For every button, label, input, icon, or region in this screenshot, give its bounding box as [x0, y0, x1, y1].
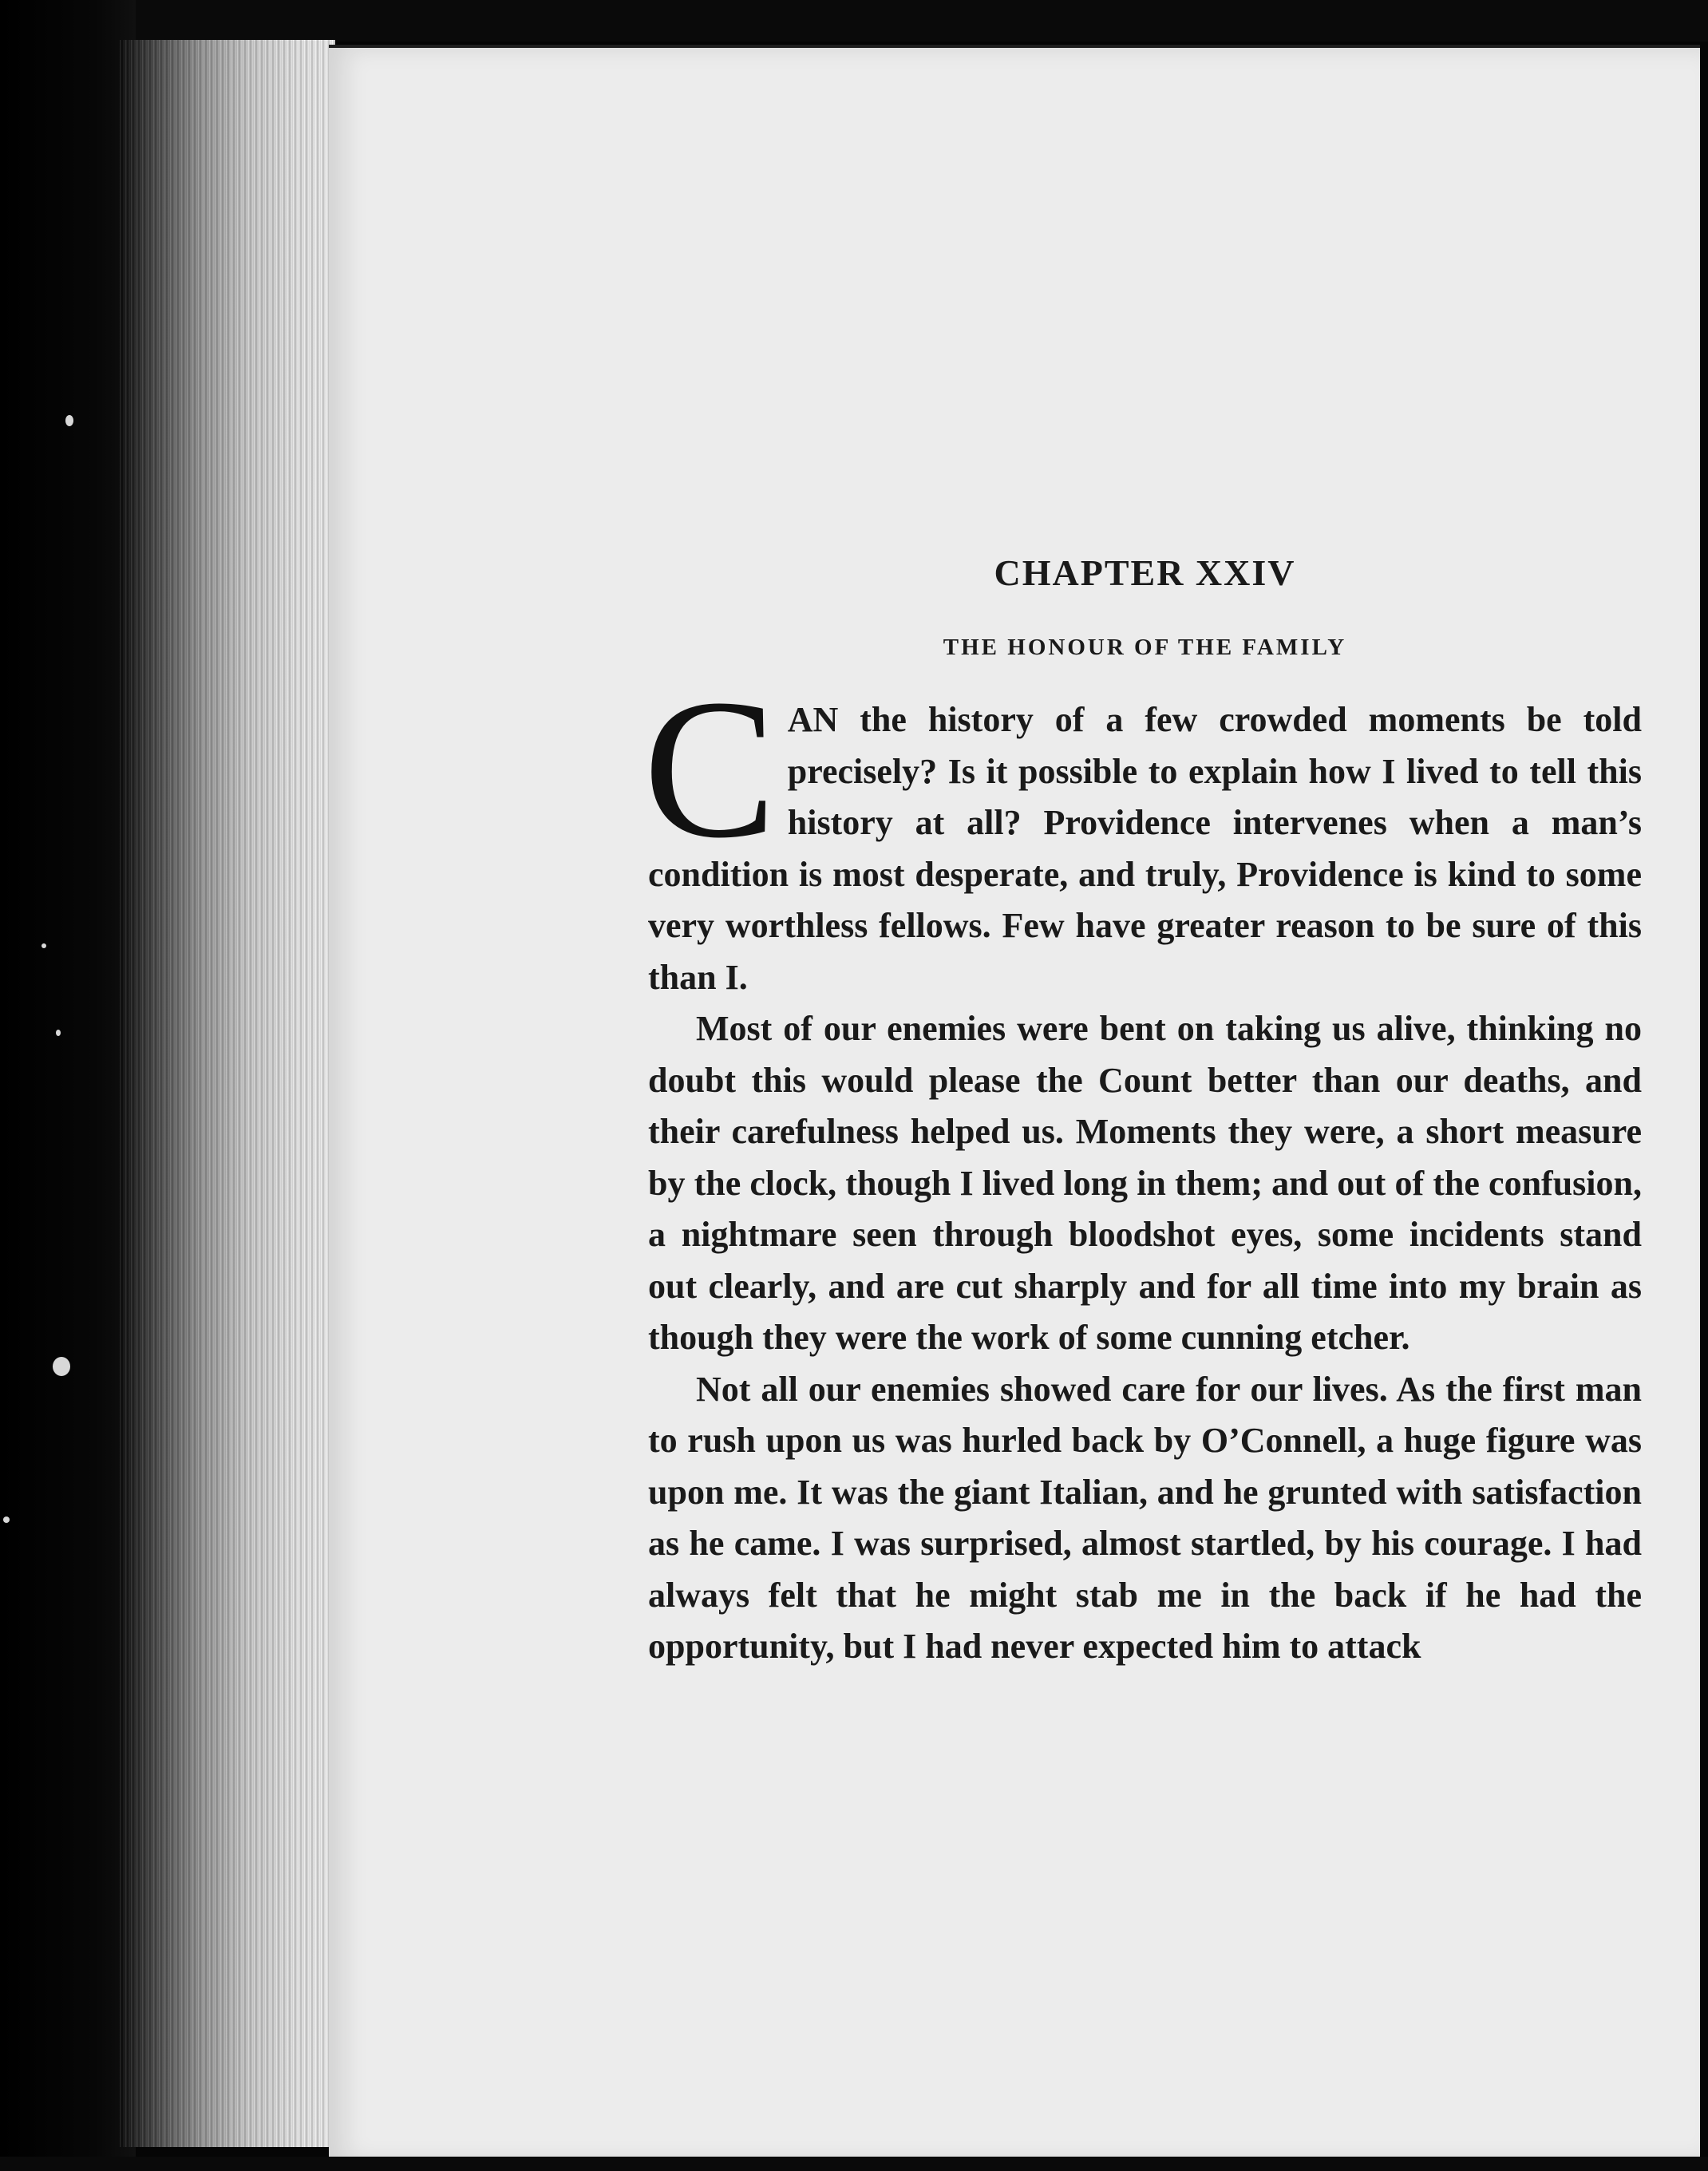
bottom-scan-border	[0, 2157, 1708, 2171]
text-column	[643, 552, 1642, 1673]
dust-speck	[53, 1357, 70, 1376]
paragraph-1	[643, 658, 1642, 1003]
chapter-title: CHAPTER XXIV	[994, 552, 1296, 593]
chapter-subtitle: THE HONOUR OF THE FAMILY	[943, 635, 1347, 660]
left-scan-margin	[0, 0, 136, 2171]
paragraph-2: Most of our enemies were bent on taking us alive, thinking no doubt this would please the Count better than our deaths, and their carefulness helped us. Moments they were, a short measure by the clock, though I lived long in them; and out of the confusion, a nightmare seen through bloodshot eyes, some incidents stand out clearly, and are cut sharply and for all time into my brain as though they were the work of some cunning etcher.	[648, 1009, 1642, 1357]
book-page-edges	[120, 40, 335, 2147]
top-scan-border	[0, 0, 1708, 42]
drop-cap: C	[643, 658, 777, 880]
dust-speck	[42, 943, 46, 948]
dust-speck	[56, 1030, 61, 1036]
dust-speck	[65, 415, 73, 426]
paragraph-text: AN the history of a few crowded moments be told precisely? Is it possible to explain how I lived to tell this history at all? Providence intervenes when a man’s condition is most desperate, and truly, Providence is kind to some very worthless fellows. Few have greater reason to be sure of this than I.	[648, 700, 1642, 997]
paragraph-3: Not all our enemies showed care for our lives. As the first man to rush upon us was hurled back by O’Connell, a huge figure was upon me. It was the giant Italian, and he grunted with satisfaction as he came. I was surprised, almost startled, by his courage. I had always felt that he might stab me in the back if he had the opportunity, but I had never expected him to attack	[648, 1369, 1642, 1666]
dust-speck	[3, 1517, 10, 1523]
